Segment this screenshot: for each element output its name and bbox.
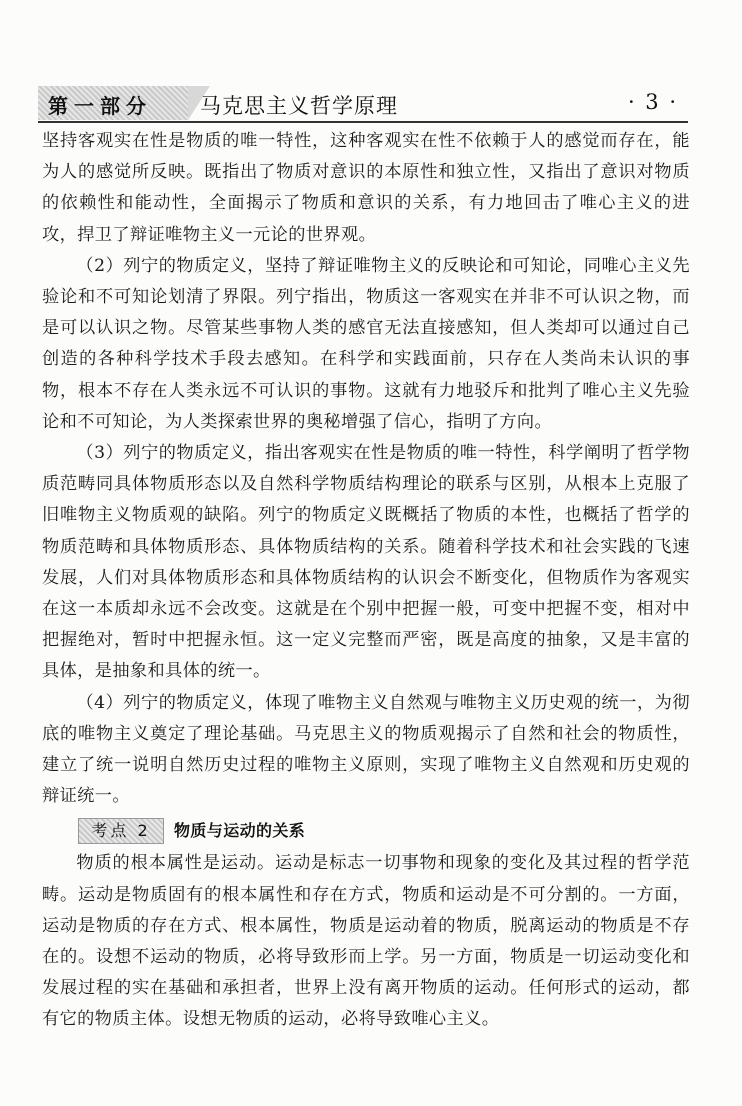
paragraph: （4）列宁的物质定义，体现了唯物主义自然观与唯物主义历史观的统一，为彻底的唯物主义奠定了理论基础。马克思主义的物质观揭示了自然和社会的物质性，建立了统一说明自然历史过程的唯物主义原则，实现了唯物主义自然观和历史观的辩证统一。 xyxy=(42,692,690,807)
paragraph: （3）列宁的物质定义，指出客观实在性是物质的唯一特性，科学阐明了哲学物质范畴同具体物质形态以及自然科学物质结构理论的联系与区别，从根本上克服了旧唯物主义物质观的缺陷。列宁的物质定义既概括了物质的本性，也概括了哲学的物质范畴和具体物质形态、具体物质结构的关系。随着科学技术和社会实践的飞速发展，人们对具体物质形态和具体物质结构的认识会不断变化，但物质作为客观实在这一本质却永远不会改变。这就是在个别中把握一般，可变中把握不变，相对中把握绝对，暂时中把握永恒。这一定义完整而严密，既是高度的抽象，又是丰富的具体，是抽象和具体的统一。 xyxy=(42,443,690,682)
paragraph: 物质的根本属性是运动。运动是标志一切事物和现象的变化及其过程的哲学范畴。运动是物质固有的根本属性和存在方式，物质和运动是不可分割的。一方面，运动是物质的存在方式、根本属性，物质是运动着的物质，脱离运动的物质是不存在的。设想不运动的物质，必将导致形而上学。另一方面，物质是一切运动变化和发展过程的实在基础和承担者，世界上没有离开物质的运动。任何形式的运动，都有它的物质主体。设想无物质的运动，必将导致唯心主义。 xyxy=(42,853,690,1030)
paragraph: （2）列宁的物质定义，坚持了辩证唯物主义的反映论和可知论，同唯心主义先验论和不可知论划清了界限。列宁指出，物质这一客观实在并非不可认识之物，而是可以认识之物。尽管某些事物人类的感官无法直接感知，但人类却可以通过自己创造的各种科学技术手段去感知。在科学和实践面前，只存在人类尚未认识的事物，根本不存在人类永远不可认识的事物。这就有力地驳斥和批判了唯心主义先验论和不可知论，为人类探索世界的奥秘增强了信心，指明了方向。 xyxy=(42,255,690,432)
running-header xyxy=(38,86,686,120)
paragraph: 坚持客观实在性是物质的唯一特性，这种客观实在性不依赖于人的感觉而存在，能为人的感觉所反映。既指出了物质对意识的本原性和独立性，又指出了意识对物质的依赖性和能动性，全面揭示了物质和意识的关系，有力地回击了唯心主义的进攻，捍卫了辩证唯物主义一元论的世界观。 xyxy=(42,131,690,245)
section-label-box: 考点 2 xyxy=(78,818,164,844)
section-heading xyxy=(42,814,690,848)
section-title: 物质与运动的关系 xyxy=(174,821,306,841)
part-label: 第一部分 xyxy=(48,94,152,118)
page-content xyxy=(42,126,690,1036)
page-number: · 3 · xyxy=(627,90,678,114)
header-rule xyxy=(38,121,688,123)
part-tab xyxy=(38,86,188,120)
book-title: 马克思主义哲学原理 xyxy=(200,94,398,118)
